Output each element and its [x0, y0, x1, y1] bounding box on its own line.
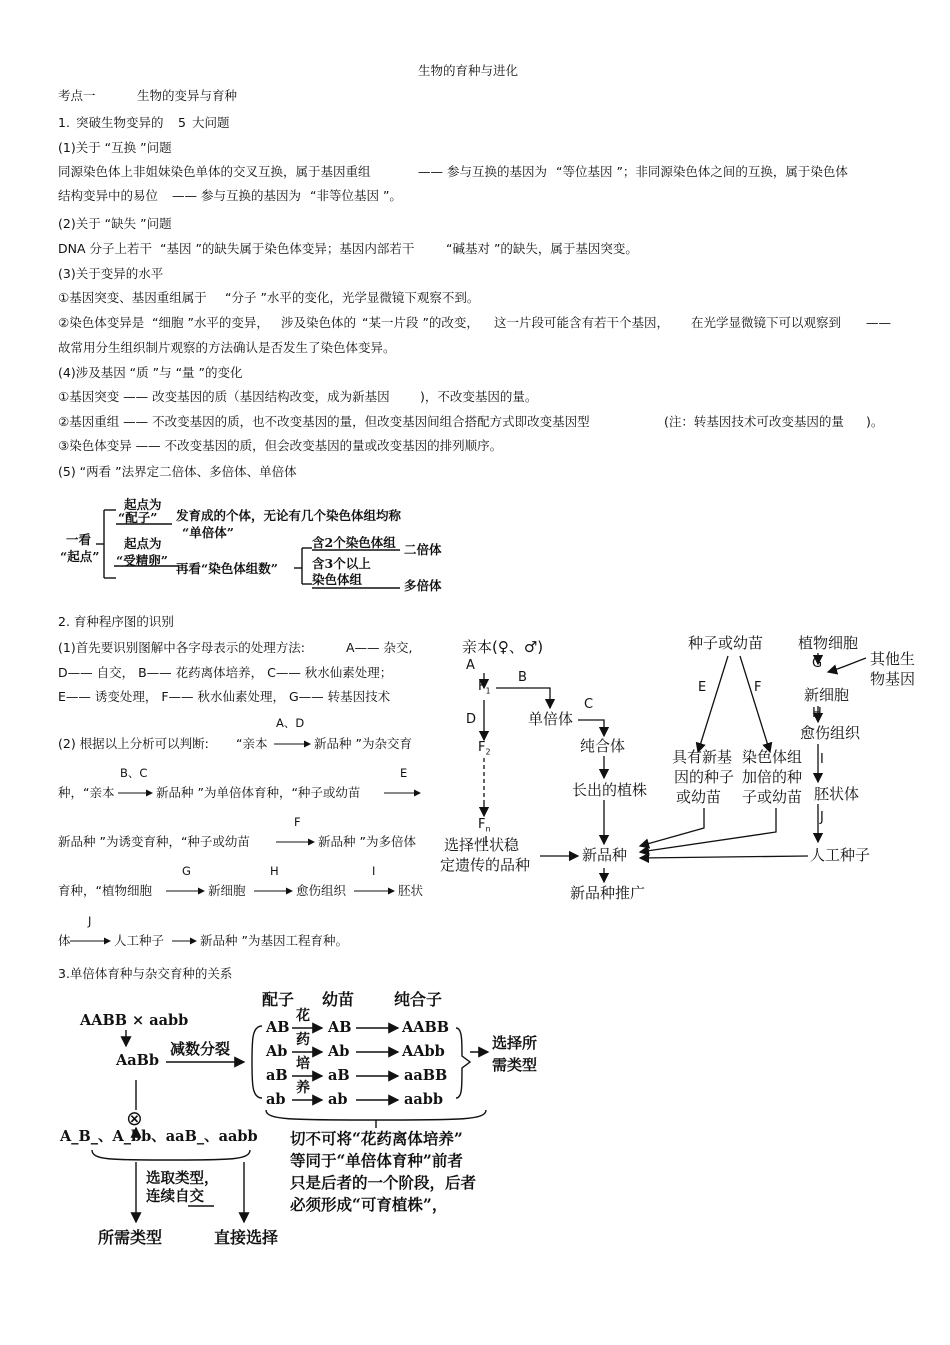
p2-l1a: (1)首先要识别图解中各字母表示的处理方法: — [58, 640, 305, 655]
fig3-choose1: 选取类型， — [146, 1170, 219, 1187]
p2-l8a: 体 — [58, 933, 71, 948]
fig1-res1: 二倍体 — [404, 542, 442, 557]
q1-line2a: 结构变异中的易位 — [58, 188, 159, 203]
fig3-cross: AABB × aabb — [80, 1012, 189, 1029]
p2-l6a: 新品种 ”为诱变育种，“种子或幼苗 — [58, 834, 250, 849]
fig3-note2: 等同于“单倍体育种”前者 — [290, 1151, 463, 1170]
p2-l4: (2) 根据以上分析可以判断: — [58, 736, 209, 751]
fig3-homozygote-2: AAbb — [402, 1043, 445, 1060]
fig2-poly2: 加倍的种 — [742, 768, 803, 786]
p2-label-j: J — [88, 914, 92, 928]
q4-line3: ③染色体变异 —— 不改变基因的质，但会改变基因的量或改变基因的排列顺序。 — [58, 438, 503, 453]
fig2-label-i: I — [820, 752, 824, 767]
fig3-gamete-1: AB — [266, 1019, 290, 1036]
q4-line1b: )，不改变基因的量。 — [420, 389, 538, 404]
fig3-culture-2: 药 — [296, 1032, 310, 1048]
fig1-opt2b: 染色体组 — [312, 572, 363, 587]
fig3-select1: 选择所 — [492, 1034, 538, 1052]
fig3-note1: 切不可将“花药离体培养” — [290, 1129, 463, 1148]
fig1-left2: “起点” — [60, 549, 100, 564]
q1-line1a: 同源染色体上非姐妹染色单体的交叉互换，属于基因重组 — [58, 164, 371, 179]
point-number: 1. — [58, 115, 70, 130]
fig2-mut3: 或幼苗 — [676, 788, 722, 806]
fig3-homozygote-4: aabb — [404, 1091, 444, 1108]
fig3-f1: AaBb — [116, 1052, 160, 1069]
q3-line2f: 在光学显微镜下可以观察到 — [691, 315, 842, 330]
fig2-label-d: D — [466, 712, 477, 727]
fig1-opt1: 含2个染色体组 — [312, 535, 396, 550]
p2-label-bc: B、C — [120, 766, 148, 780]
p2-l7a: 育种，“植物细胞 — [58, 883, 152, 898]
fig1-opt2a: 含3个以上 — [312, 556, 371, 571]
q1-line2b: —— 参与互换的基因为 — [172, 188, 301, 203]
fig2-pure: 纯合体 — [580, 737, 626, 755]
q5-head: (5) “两看 ”法界定二倍体、多倍体、单倍体 — [58, 464, 297, 479]
fig2-select2: 定遗传的品种 — [440, 856, 531, 874]
fig3-col2: 幼苗 — [322, 990, 355, 1009]
fig2-label-e: E — [698, 680, 707, 695]
fig2-callus: 愈伤组织 — [800, 724, 861, 742]
point-rest: 大问题 — [192, 115, 230, 130]
q2-line1c: “碱基对 ”的缺失，属于基因突变。 — [446, 241, 638, 256]
fig2-newcell: 新细胞 — [804, 686, 850, 704]
fig1-topdesc: 发育成的个体，无论有几个染色体组均称 — [176, 508, 402, 523]
fig2-poly1: 染色体组 — [742, 748, 803, 766]
section-title: 生物的变异与育种 — [137, 88, 238, 103]
p2-label-i: I — [372, 864, 376, 878]
point-number-2: 5 — [178, 115, 186, 130]
fig3-seedling-2: Ab — [328, 1043, 350, 1060]
fig2-mut2: 因的种子 — [674, 768, 735, 786]
p2-label-f: F — [294, 815, 301, 829]
fig3-meiosis: 减数分裂 — [170, 1040, 231, 1058]
p3-head: 3.单倍体育种与杂交育种的关系 — [58, 966, 233, 981]
fig3-need: 所需类型 — [98, 1228, 163, 1247]
q3-line3: 故常用分生组织制片观察的方法确认是否发生了染色体变异。 — [58, 340, 396, 355]
p2-l3: E—— 诱变处理， F—— 秋水仙素处理， G—— 转基因技术 — [58, 689, 391, 704]
fig3-homozygote-1: AABB — [402, 1019, 450, 1036]
q2-line1a: DNA 分子上若干 — [58, 241, 153, 256]
q4-line2a: ②基因重组 —— 不改变基因的质，也不改变基因的量，但改变基因间组合搭配方式即改变基因型 — [58, 414, 590, 429]
fig2-fn: $F_n$ — [478, 817, 491, 834]
fig2-label-g: G — [812, 656, 823, 671]
fig3-culture-1: 花 — [296, 1008, 310, 1024]
fig1-top1: 起点为 — [124, 497, 162, 512]
fig3-select2: 需类型 — [492, 1056, 538, 1074]
fig2-label-h: H — [812, 706, 822, 721]
p2-l5a: 种，“亲本 — [58, 785, 115, 800]
fig1-second: 再看“染色体组数” — [176, 561, 278, 576]
fig2-label-a: A — [466, 658, 475, 673]
fig3-col1: 配子 — [262, 990, 295, 1009]
fig2-artseed: 人工种子 — [810, 846, 871, 864]
fig2-poly3: 子或幼苗 — [742, 788, 803, 806]
fig3-gamete-4: ab — [266, 1091, 286, 1108]
p2-l6b: 新品种 ”为多倍体 — [318, 834, 416, 849]
fig3-gamete-3: aB — [266, 1067, 288, 1084]
p2-l7b: 新细胞 — [208, 883, 246, 898]
q4-line1a: ①基因突变 —— 改变基因的质（基因结构改变，成为新基因 — [58, 389, 390, 404]
q3-line2a: ②染色体变异是 — [58, 315, 145, 330]
fig1-mid2: “受精卵” — [116, 553, 168, 568]
fig1-mid1: 起点为 — [124, 536, 162, 551]
fig2-other1: 其他生 — [870, 650, 916, 668]
fig2-label-f: F — [754, 680, 762, 695]
fig3-offspring: A_B_、A_bb、aaB_、aabb — [60, 1128, 258, 1145]
fig1-res2: 多倍体 — [404, 578, 442, 593]
q4-head: (4)涉及基因 “质 ”与 “量 ”的变化 — [58, 365, 243, 380]
fig2-grown: 长出的植株 — [572, 781, 648, 799]
q2-head: (2)关于 “缺失 ”问题 — [58, 216, 172, 231]
q1-line2c: “非等位基因 ”。 — [310, 188, 402, 203]
q1-head: (1)关于 “互换 ”问题 — [58, 140, 172, 155]
fig1-top2: “配子” — [118, 510, 158, 525]
p2-l4b: “亲本 — [236, 736, 268, 751]
q3-line2c: 涉及染色体的 — [281, 315, 357, 330]
fig3-note3: 只是后者的一个阶段，后者 — [290, 1173, 477, 1192]
q3-line2b: “细胞 ”水平的变异， — [152, 315, 269, 330]
q3-head: (3)关于变异的水平 — [58, 266, 164, 281]
p2-l8b: 人工种子 — [114, 933, 165, 948]
fig2-newvar: 新品种 — [582, 846, 628, 864]
fig2-cell: 植物细胞 — [798, 634, 859, 652]
p2-l1b: A—— 杂交, — [346, 640, 413, 655]
fig3-homozygote-3: aaBB — [404, 1067, 448, 1084]
q1-line1c: “等位基因 ”；非同源染色体之间的互换，属于染色体 — [556, 164, 848, 179]
self-cross-icon: ⊗ — [126, 1106, 143, 1130]
fig2-haploid: 单倍体 — [528, 710, 574, 728]
p2-label-ad: A、D — [276, 716, 305, 730]
fig2-select1: 选择性状稳 — [444, 836, 520, 854]
fig1-topdesc2: “单倍体” — [182, 525, 234, 540]
fig3-note4: 必须形成“可育植株”， — [290, 1195, 448, 1214]
p2-label-e: E — [400, 766, 408, 780]
fig2-seed: 种子或幼苗 — [688, 634, 764, 652]
page-title: 生物的育种与进化 — [418, 63, 519, 78]
q3-line2e: 这一片段可能含有若干个基因， — [494, 315, 670, 330]
p2-l2: D—— 自交， B—— 花药离体培养， C—— 秋水仙素处理； — [58, 665, 393, 680]
p2-l5b: 新品种 ”为单倍体育种，“种子或幼苗 — [156, 785, 361, 800]
fig3-seedling-4: ab — [328, 1091, 348, 1108]
fig2-label-j: J — [820, 810, 824, 825]
fig3-direct: 直接选择 — [214, 1228, 279, 1247]
q3-line2g: —— — [866, 315, 891, 330]
fig2-mut1: 具有新基 — [672, 748, 733, 766]
section-label: 考点一 — [58, 88, 96, 103]
p2-l7c: 愈伤组织 — [296, 883, 347, 898]
q1-line1b: —— 参与互换的基因为 — [418, 164, 547, 179]
p2-l7d: 胚状 — [398, 883, 424, 898]
fig3-gamete-2: Ab — [266, 1043, 288, 1060]
q3-line1b: “分子 ”水平的变化，光学显微镜下观察不到。 — [225, 290, 480, 305]
fig2-f2: $F_2$ — [478, 740, 491, 757]
fig2-parent: 亲本(♀、♂) — [462, 638, 544, 656]
p2-label-h: H — [270, 864, 279, 878]
q4-line2b: (注：转基因技术可改变基因的量 — [664, 414, 844, 429]
p2-l4c: 新品种 ”为杂交育 — [314, 736, 412, 751]
fig3-seedling-3: aB — [328, 1067, 350, 1084]
fig3-culture-3: 培 — [296, 1056, 310, 1072]
p2-l8c: 新品种 ”为基因工程育种。 — [200, 933, 348, 948]
fig2-embryo: 胚状体 — [814, 785, 860, 803]
q3-line1a: ①基因突变、基因重组属于 — [58, 290, 207, 305]
p2-head: 2. 育种程序图的识别 — [58, 614, 174, 629]
q2-line1b: “基因 ”的缺失属于染色体变异；基因内部若干 — [160, 241, 415, 256]
fig2-label-b: B — [518, 670, 527, 685]
q4-line2c: )。 — [866, 414, 884, 429]
fig3-choose2: 连续自交 — [146, 1188, 204, 1205]
fig3-culture-4: 养 — [296, 1080, 310, 1096]
fig2-promote: 新品种推广 — [570, 884, 646, 902]
fig2-label-c: C — [584, 697, 594, 712]
fig1-left1: 一看 — [66, 532, 92, 547]
point-text: 突破生物变异的 — [76, 115, 164, 130]
fig3-seedling-1: AB — [328, 1019, 352, 1036]
p2-label-g: G — [182, 864, 191, 878]
q3-line2d: “某一片段 ”的改变， — [362, 315, 479, 330]
fig2-other2: 物基因 — [870, 670, 916, 688]
fig3-col3: 纯合子 — [394, 990, 443, 1009]
fig2-f1: $F_1$ — [478, 679, 491, 696]
